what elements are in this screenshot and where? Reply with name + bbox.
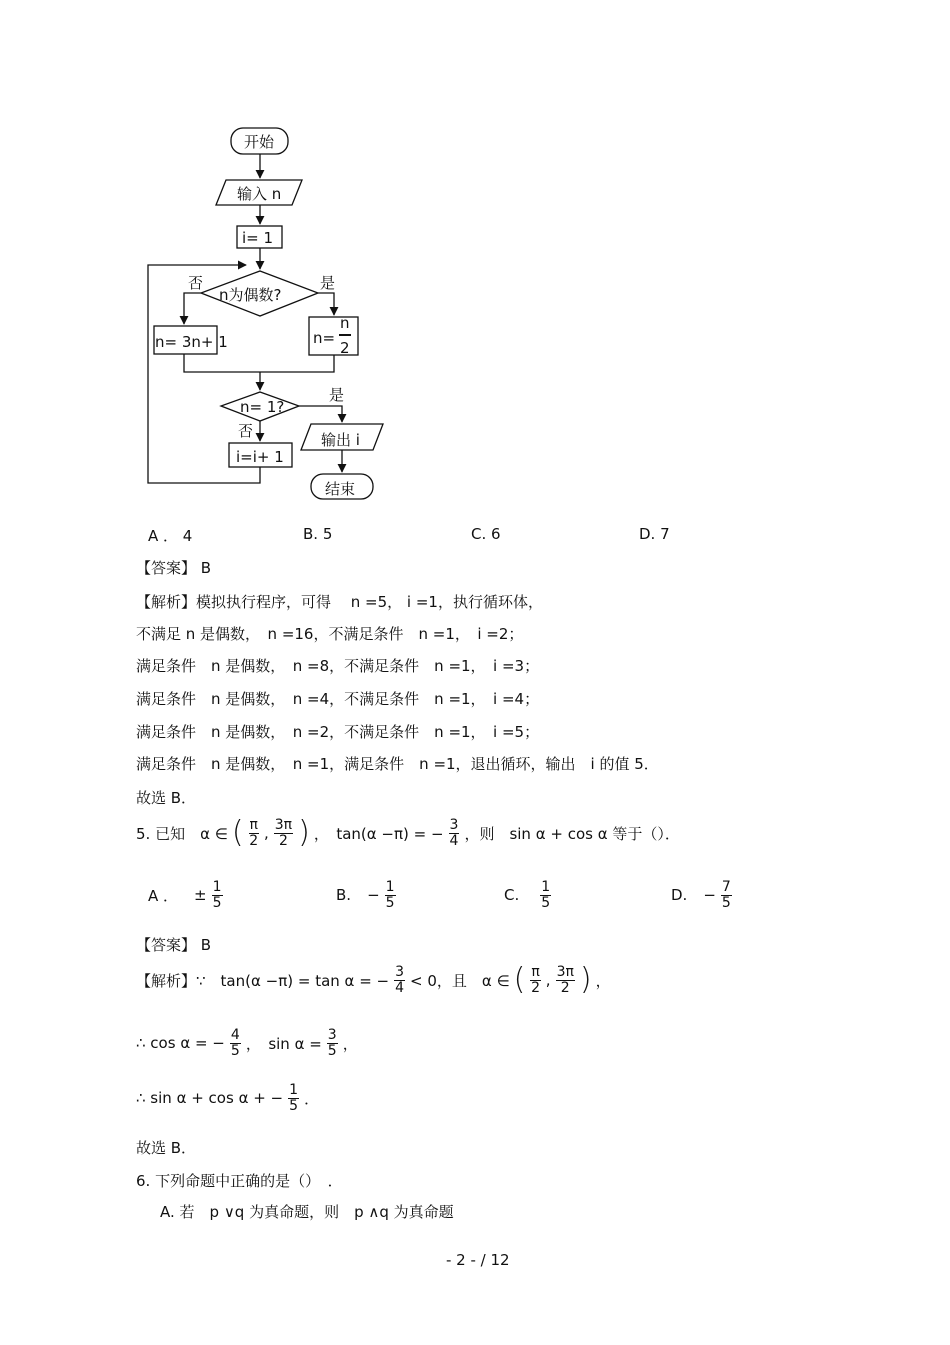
q5-analysis-line-2: ∴ cos α = − $\frac{4}{5}$ ， sin α = $\frac{3}{5}$ ， [136, 1027, 358, 1059]
flow-no1-label: 否 [188, 274, 204, 292]
q5-stem-suffix: ，则 sin α + cos α 等于（）． [464, 824, 680, 843]
q5-option-b: B. − $\frac{1}{5}$ [336, 879, 395, 911]
q4-analysis-line-3: 满足条件 n 是偶数， n =8，不满足条件 n =1， i =3； [136, 657, 540, 675]
q4-analysis-line-6: 满足条件 n 是偶数， n =1，满足条件 n =1，退出循环，输出 i 的值 5． [136, 755, 659, 773]
q6-stem: 6. 下列命题中正确的是（） ． [136, 1172, 343, 1190]
q4-option-a: A ． 4 [148, 527, 193, 545]
q4-option-c: C. 6 [471, 525, 501, 543]
q5-option-d: D. − $\frac{7}{5}$ [671, 879, 731, 911]
q5-interval-b: $\frac{3\pi}{2}$ [274, 817, 293, 849]
q5-stem: 5. 已知 α ∈ ( $\frac{\pi}{2}$ , $\frac{3\pi}{2}$ ) ， tan(α −π) = − $\frac{3}{4}$ ，则 sin α + cos α 等于（）． [136, 815, 680, 851]
flow-yes1-label: 是 [320, 274, 336, 292]
q4-analysis-line-4: 满足条件 n 是偶数， n =4，不满足条件 n =1， i =4； [136, 690, 540, 708]
flow-end-label: 结束 [325, 480, 356, 498]
q5-conclusion: 故选 B． [136, 1139, 197, 1157]
q4-option-b: B. 5 [303, 525, 333, 543]
q5-option-c: C. $\frac{1}{5}$ [504, 879, 551, 911]
q5-tan-frac: $\frac{3}{4}$ [449, 817, 459, 849]
q5-answer: 【答案】 B [136, 936, 212, 954]
q5-interval-a: $\frac{\pi}{2}$ [249, 817, 259, 849]
flowchart [0, 0, 950, 520]
q4-analysis-line-2: 不满足 n 是偶数， n =16，不满足条件 n =1， i =2； [136, 625, 524, 643]
flow-right-box-num: n [340, 314, 350, 332]
flow-start-label: 开始 [244, 133, 275, 151]
flow-yes2-label: 是 [329, 386, 345, 404]
flow-left-box-label: n= 3n+ 1 [155, 333, 228, 351]
q5-stem-prefix: 5. 已知 α ∈ [136, 824, 228, 843]
flow-right-box-den: 2 [340, 339, 350, 357]
q5-analysis-line-1: 【解析】∵ tan(α −π) = tan α = − $\frac{3}{4}$ < 0，且 α ∈ ( $\frac{\pi}{2}$ , $\frac{3\pi}{2}$ ) ， [136, 962, 611, 998]
q4-option-d: D. 7 [639, 525, 670, 543]
q4-analysis-line-1: 【解析】模拟执行程序，可得 n =5， i =1，执行循环体， [136, 593, 543, 611]
flow-output-label: 输出 i [321, 431, 360, 449]
flow-right-box-prefix: n= [313, 329, 336, 347]
flow-cond1-label: n为偶数? [219, 286, 282, 304]
q5-stem-mid: ， tan(α −π) = − [313, 824, 444, 843]
q4-answer: 【答案】 B [136, 559, 212, 577]
flow-inc-label: i=i+ 1 [236, 448, 284, 466]
flow-input-label: 输入 n [237, 185, 282, 203]
page-number: - 2 - / 12 [446, 1251, 510, 1269]
q5-analysis-line-3: ∴ sin α + cos α + − $\frac{1}{5}$ ． [136, 1082, 320, 1114]
q5-option-a: A ． ± $\frac{1}{5}$ [148, 879, 222, 911]
flow-init-label: i= 1 [242, 229, 274, 247]
q4-analysis-line-5: 满足条件 n 是偶数， n =2，不满足条件 n =1， i =5； [136, 723, 540, 741]
flow-cond2-label: n= 1? [240, 398, 285, 416]
q6-option-a: A. 若 p ∨q 为真命题，则 p ∧q 为真命题 [160, 1203, 454, 1221]
q4-conclusion: 故选 B． [136, 789, 197, 807]
flow-no2-label: 否 [238, 422, 254, 440]
